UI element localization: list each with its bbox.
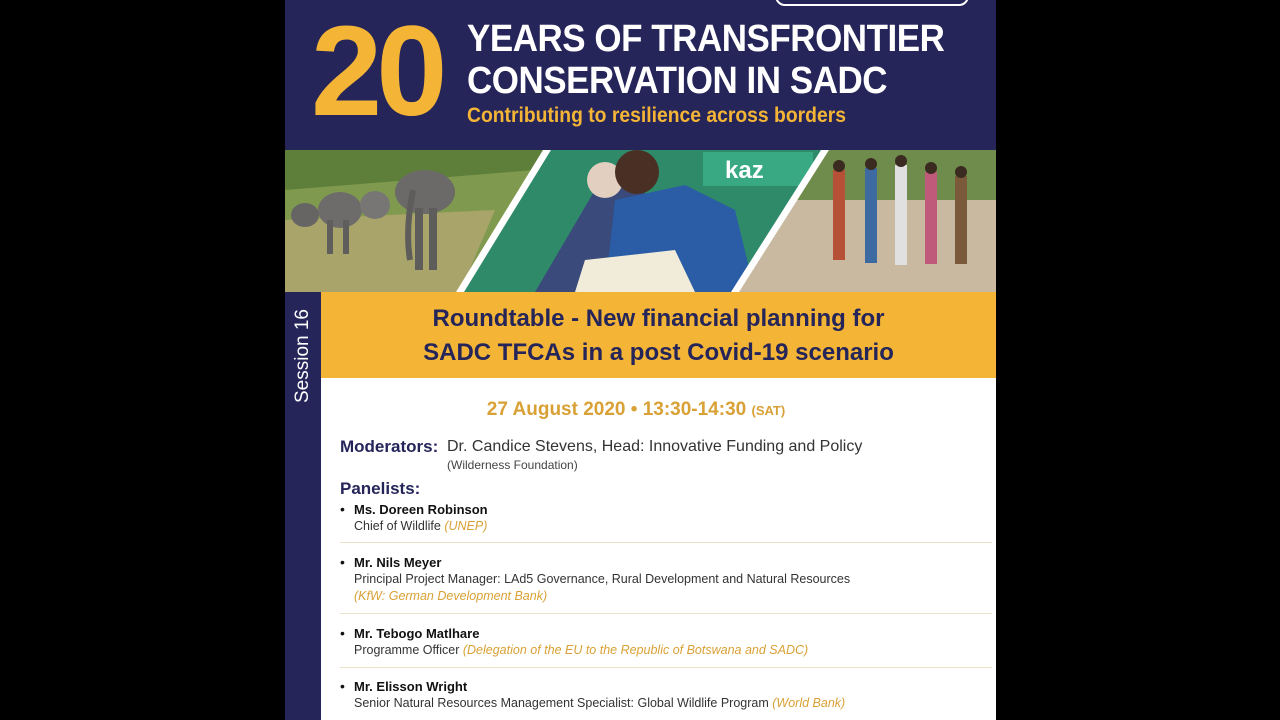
session-datetime — [321, 399, 951, 421]
session-timezone: (SAT) — [751, 403, 786, 418]
panelist-name: Mr. Nils Meyer — [354, 555, 442, 570]
moderators-label: Moderators: — [340, 437, 439, 456]
moderator-name: Dr. Candice Stevens, Head: Innovative Funding and Policy — [447, 438, 863, 455]
bullet-icon: • — [340, 678, 345, 694]
session-number-label: Session 16 — [292, 308, 313, 404]
poster-subtitle: Contributing to resilience across borders — [467, 104, 846, 127]
panelist-role-text: Senior Natural Resources Management Specialist: Global Wildlife Program — [354, 696, 769, 710]
panelists-label: Panelists: — [340, 479, 421, 498]
panelist-org: (KfW: German Development Bank) — [354, 589, 548, 603]
panelist-name: Mr. Tebogo Matlhare — [354, 626, 480, 641]
bullet-icon: • — [340, 625, 345, 641]
panelist-role-text: Programme Officer — [354, 643, 460, 657]
panelist-divider — [340, 613, 992, 614]
panelist-role — [354, 696, 845, 710]
panelist-divider — [340, 542, 992, 543]
panelist-role — [354, 643, 808, 657]
session-title-line-1: Roundtable - New financial planning for — [432, 305, 885, 332]
panelist-org: (UNEP) — [444, 519, 488, 533]
poster-header — [285, 0, 996, 150]
poster-title-line-1: YEARS OF TRANSFRONTIER — [467, 18, 945, 60]
header-pill-decoration — [775, 0, 969, 6]
panelist-name: Ms. Doreen Robinson — [354, 502, 488, 517]
photo-collage — [285, 150, 996, 292]
panelist-role: Principal Project Manager: LAd5 Governance, Rural Development and Natural Resources — [354, 572, 851, 586]
moderator-org: (Wilderness Foundation) — [447, 458, 578, 472]
session-title-line-2: SADC TFCAs in a post Covid-19 scenario — [423, 339, 894, 366]
event-poster — [285, 0, 996, 720]
session-sidebar — [285, 292, 321, 720]
photo-collage-image — [285, 150, 996, 292]
panelist-divider — [340, 667, 992, 668]
poster-title-line-2: CONSERVATION IN SADC — [467, 60, 888, 102]
bullet-icon: • — [340, 554, 345, 570]
bullet-icon: • — [340, 501, 345, 517]
anniversary-number: 20 — [311, 0, 442, 143]
session-title-box — [321, 292, 996, 378]
session-date-time: 27 August 2020 • 13:30-14:30 — [486, 399, 747, 420]
panelist-name: Mr. Elisson Wright — [354, 679, 468, 694]
panelist-role-text: Chief of Wildlife — [354, 519, 441, 533]
photo-sign-text: kaz — [725, 157, 764, 184]
panelist-org: (Delegation of the EU to the Republic of Botswana and SADC) — [462, 643, 809, 657]
panelist-org: (World Bank) — [772, 696, 846, 710]
panelist-role — [354, 519, 487, 533]
